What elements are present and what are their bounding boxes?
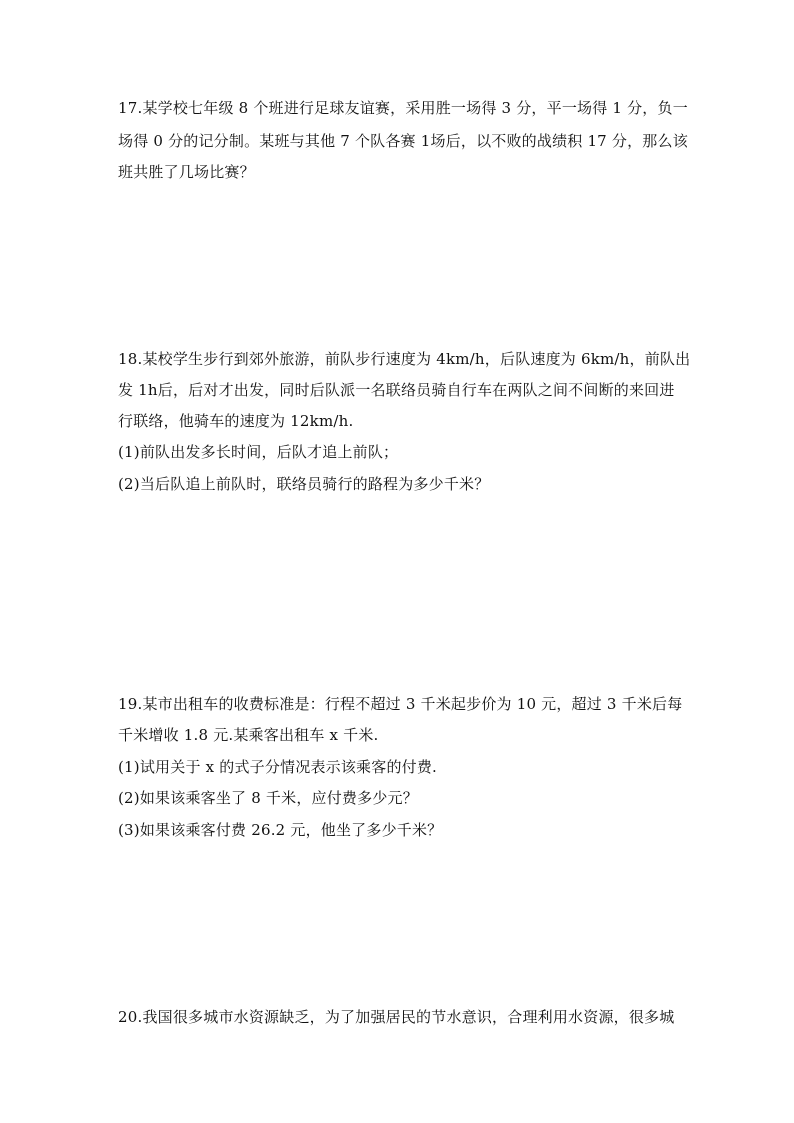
question-19-line-1: 19.某市出租车的收费标准是：行程不超过 3 千米起步价为 10 元，超过 3 千米后每 <box>118 695 683 713</box>
question-18-line-2: 发 1h后，后对才出发，同时后队派一名联络员骑自行车在两队之间不间断的来回进 <box>118 381 675 399</box>
question-18-line-3: 行联络，他骑车的速度为 12km/h. <box>118 412 354 430</box>
question-19-subquestion-3: (3)如果该乘客付费 26.2 元，他坐了多少千米？ <box>118 821 443 839</box>
question-17-line-1: 17.某学校七年级 8 个班进行足球友谊赛，采用胜一场得 3 分，平一场得 1 分，负一 <box>118 99 688 117</box>
question-18-subquestion-1: (1)前队出发多长时间，后队才追上前队； <box>118 443 399 461</box>
question-19-line-2: 千米增收 1.8 元.某乘客出租车 x 千米. <box>118 726 379 744</box>
question-18-subquestion-2: (2)当后队追上前队时，联络员骑行的路程为多少千米？ <box>118 475 490 493</box>
question-19-subquestion-1: (1)试用关于 x 的式子分情况表示该乘客的付费. <box>118 758 438 776</box>
question-17-line-3: 班共胜了几场比赛？ <box>118 163 255 181</box>
question-18-line-1: 18.某校学生步行到郊外旅游，前队步行速度为 4km/h，后队速度为 6km/h，前队出 <box>118 350 691 368</box>
question-19-subquestion-2: (2)如果该乘客坐了 8 千米，应付费多少元？ <box>118 789 418 807</box>
question-17-line-2: 场得 0 分的记分制。某班与其他 7 个队各赛 1场后，以不败的战绩积 17 分，那么该 <box>118 132 688 150</box>
question-20-line-1: 20.我国很多城市水资源缺乏，为了加强居民的节水意识，合理利用水资源，很多城 <box>118 1008 675 1026</box>
